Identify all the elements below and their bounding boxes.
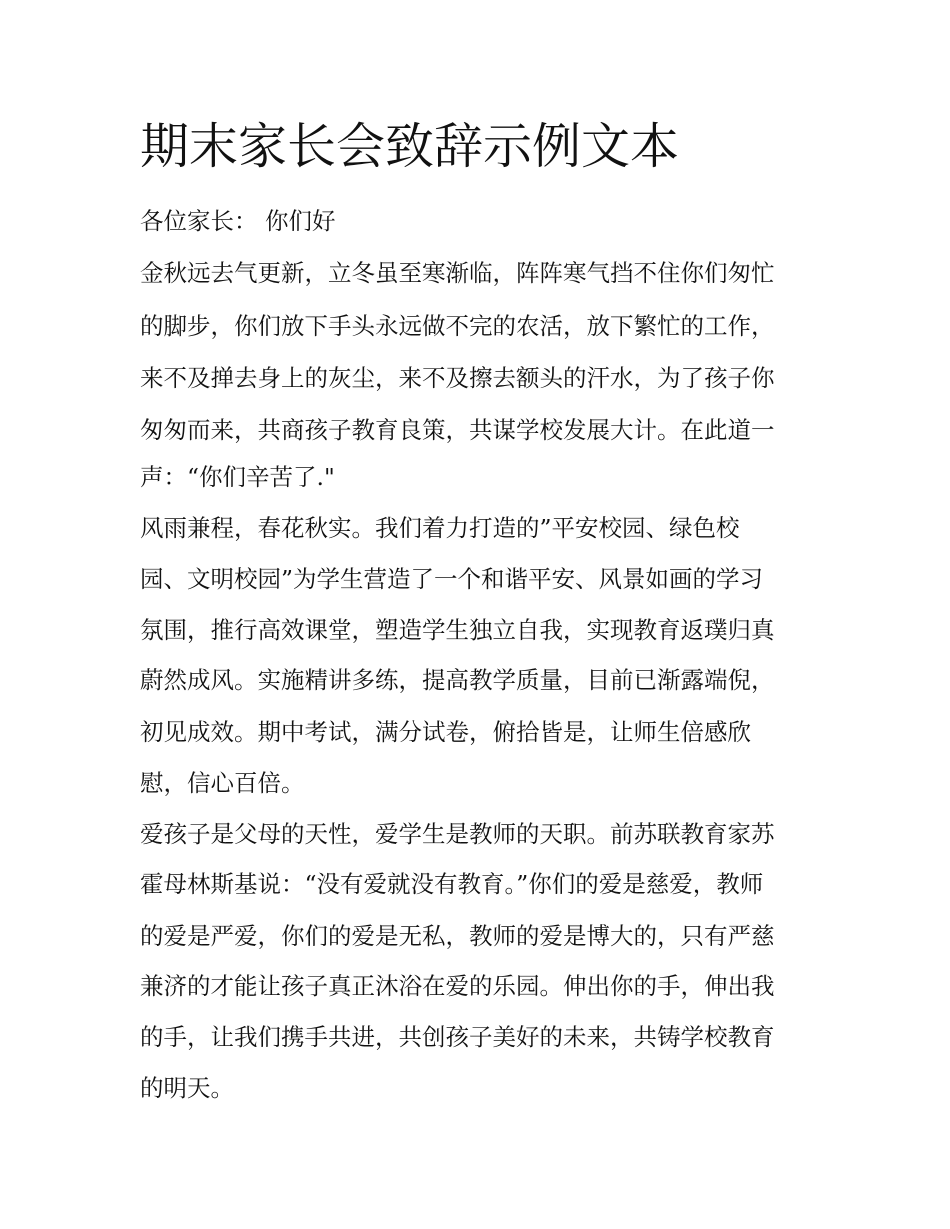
body-line: 的脚步，你们放下手头永远做不完的农活，放下繁忙的工作， bbox=[140, 312, 775, 340]
body-line: 兼济的才能让孩子真正沐浴在爱的乐园。伸出你的手，伸出我 bbox=[140, 972, 775, 1000]
body-line: 金秋远去气更新，立冬虽至寒渐临，阵阵寒气挡不住你们匆忙 bbox=[140, 259, 775, 287]
body-line: 慰，信心百倍。 bbox=[140, 769, 305, 797]
body-line: 氛围，推行高效课堂，塑造学生独立自我，实现教育返璞归真 bbox=[140, 616, 775, 644]
body-line: 霍母林斯基说：“没有爱就没有教育。”你们的爱是慈爱，教师 bbox=[140, 870, 764, 898]
body-line: 园、文明校园”为学生营造了一个和谐平安、风景如画的学习 bbox=[140, 565, 764, 593]
body-line: 爱孩子是父母的天性，爱学生是教师的天职。前苏联教育家苏 bbox=[140, 820, 775, 848]
body-line: 匆匆而来，共商孩子教育良策，共谋学校发展大计。在此道一 bbox=[140, 416, 775, 444]
body-line: 初见成效。期中考试，满分试卷，俯拾皆是，让师生倍感欣 bbox=[140, 718, 751, 746]
body-line: 声：“你们辛苦了." bbox=[140, 463, 335, 491]
body-line: 风雨兼程，春花秋实。我们着力打造的”平安校园、绿色校 bbox=[140, 514, 740, 542]
page-title: 期末家长会致辞示例文本 bbox=[140, 118, 680, 175]
salutation-line: 各位家长： 你们好 bbox=[140, 207, 336, 235]
body-line: 的明天。 bbox=[140, 1074, 234, 1102]
body-line: 的爱是严爱，你们的爱是无私，教师的爱是博大的，只有严慈 bbox=[140, 922, 775, 950]
body-line: 来不及掸去身上的灰尘，来不及擦去额头的汗水，为了孩子你 bbox=[140, 364, 775, 392]
body-line: 的手，让我们携手共进，共创孩子美好的未来，共铸学校教育 bbox=[140, 1023, 775, 1051]
body-line: 蔚然成风。实施精讲多练，提高教学质量，目前已渐露端倪， bbox=[140, 666, 775, 694]
